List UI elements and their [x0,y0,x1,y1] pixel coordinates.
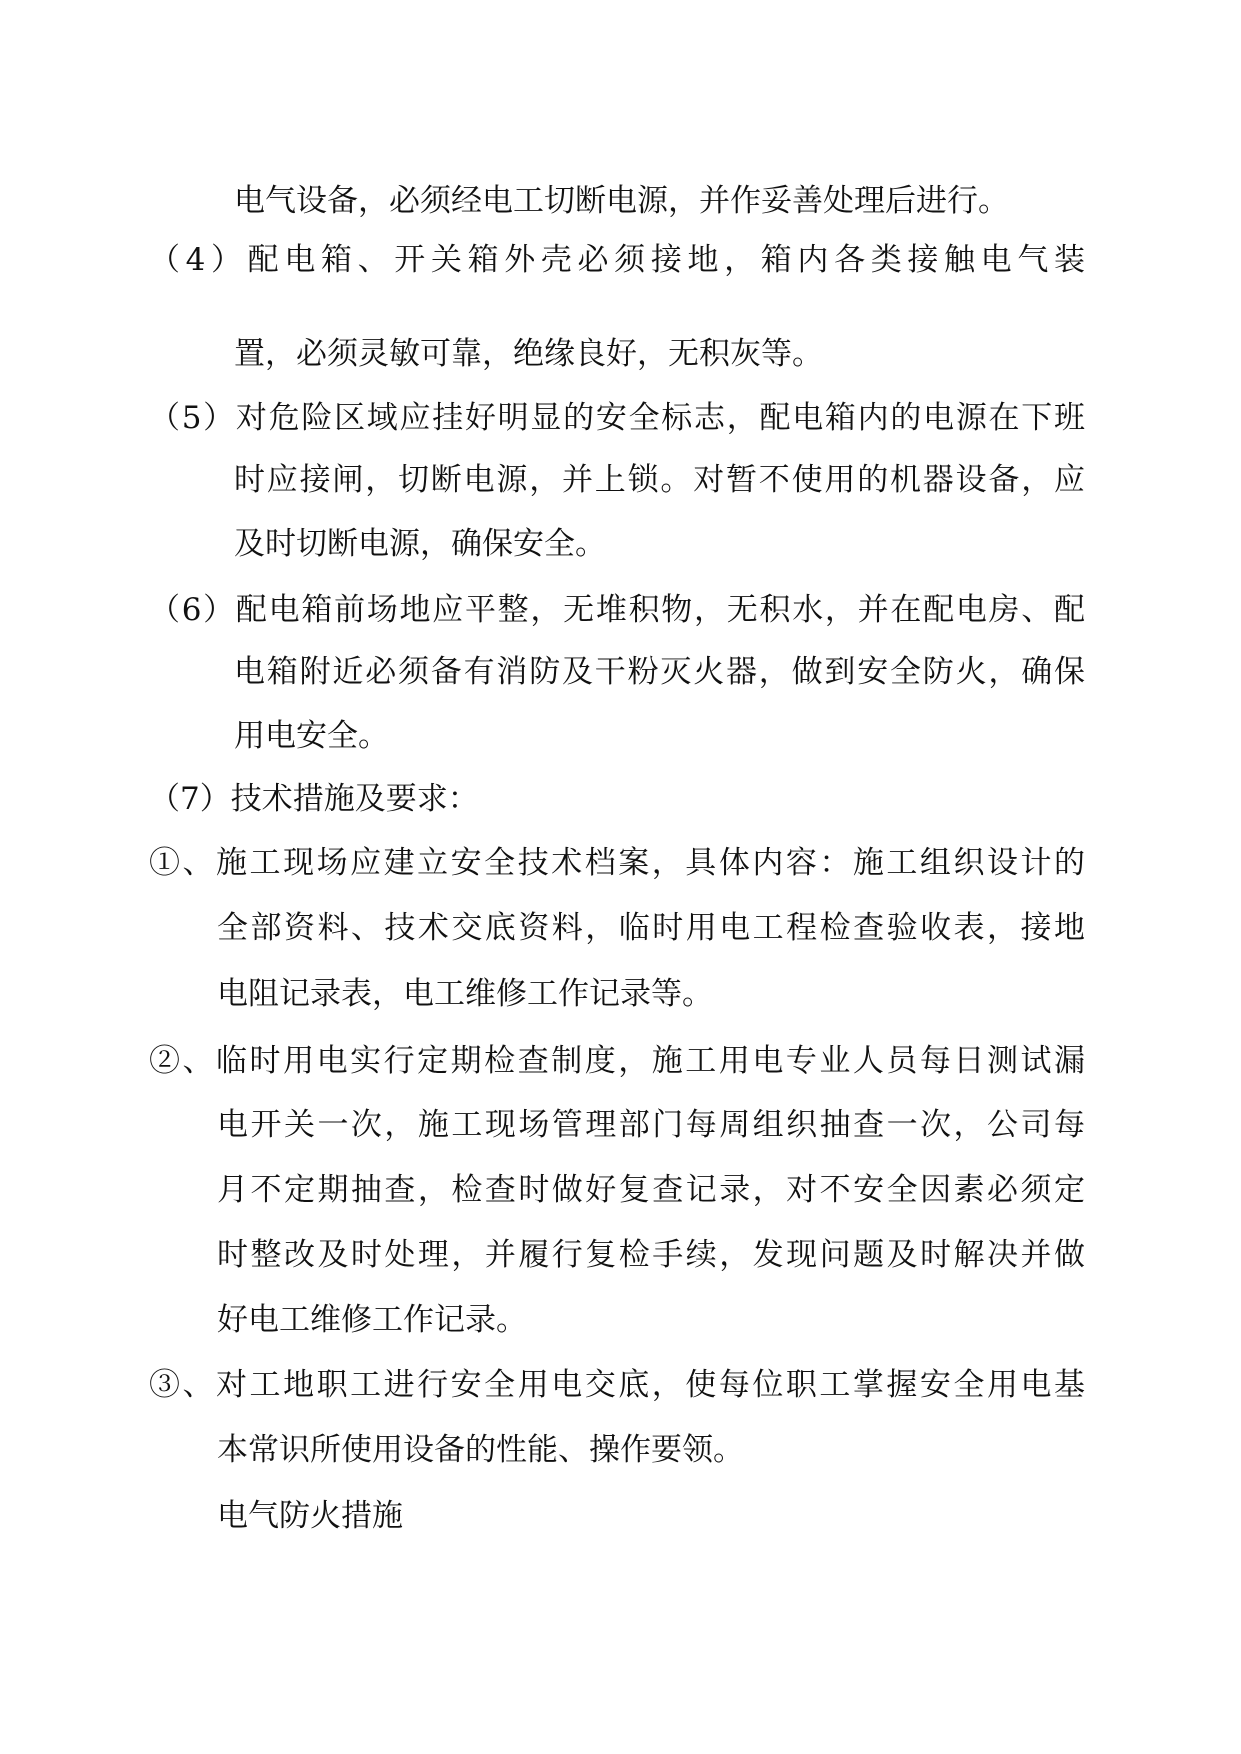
text-line: 月不定期抽查，检查时做好复查记录，对不安全因素必须定 [217,1172,1085,1208]
sub-item-3: ③、对工地职工进行安全用电交底，使每位职工掌握安全用电基 [149,1367,1085,1403]
text-line: 电开关一次，施工现场管理部门每周组织抽查一次，公司每 [217,1107,1085,1143]
sub-item-2: ②、临时用电实行定期检查制度，施工用电专业人员每日测试漏 [149,1043,1085,1079]
text-line: 置，必须灵敏可靠，绝缘良好，无积灰等。 [234,336,823,372]
list-item-7: （7）技术措施及要求： [149,781,479,817]
list-item-4: （4）配电箱、开关箱外壳必须接地，箱内各类接触电气装 [149,242,1085,278]
text-line: 电箱附近必须备有消防及干粉灭火器，做到安全防火，确保 [234,654,1085,690]
section-heading: 电气防火措施 [217,1498,403,1534]
text-line: 时应接闸，切断电源，并上锁。对暂不使用的机器设备，应 [234,462,1085,498]
text-line: 本常识所使用设备的性能、操作要领。 [217,1432,744,1468]
list-item-6: （6）配电箱前场地应平整，无堆积物，无积水，并在配电房、配 [149,592,1085,628]
text-line: 时整改及时处理，并履行复检手续，发现问题及时解决并做 [217,1237,1085,1273]
text-line: 及时切断电源，确保安全。 [234,526,606,562]
text-line: 电阻记录表，电工维修工作记录等。 [217,976,713,1012]
list-item-5: （5）对危险区域应挂好明显的安全标志，配电箱内的电源在下班 [149,400,1085,436]
text-line: 全部资料、技术交底资料，临时用电工程检查验收表，接地 [217,910,1085,946]
text-line: 好电工维修工作记录。 [217,1302,527,1338]
text-line: 用电安全。 [234,718,389,754]
sub-item-1: ①、施工现场应建立安全技术档案，具体内容：施工组织设计的 [149,845,1085,881]
text-line: 电气设备，必须经电工切断电源，并作妥善处理后进行。 [234,183,1009,219]
